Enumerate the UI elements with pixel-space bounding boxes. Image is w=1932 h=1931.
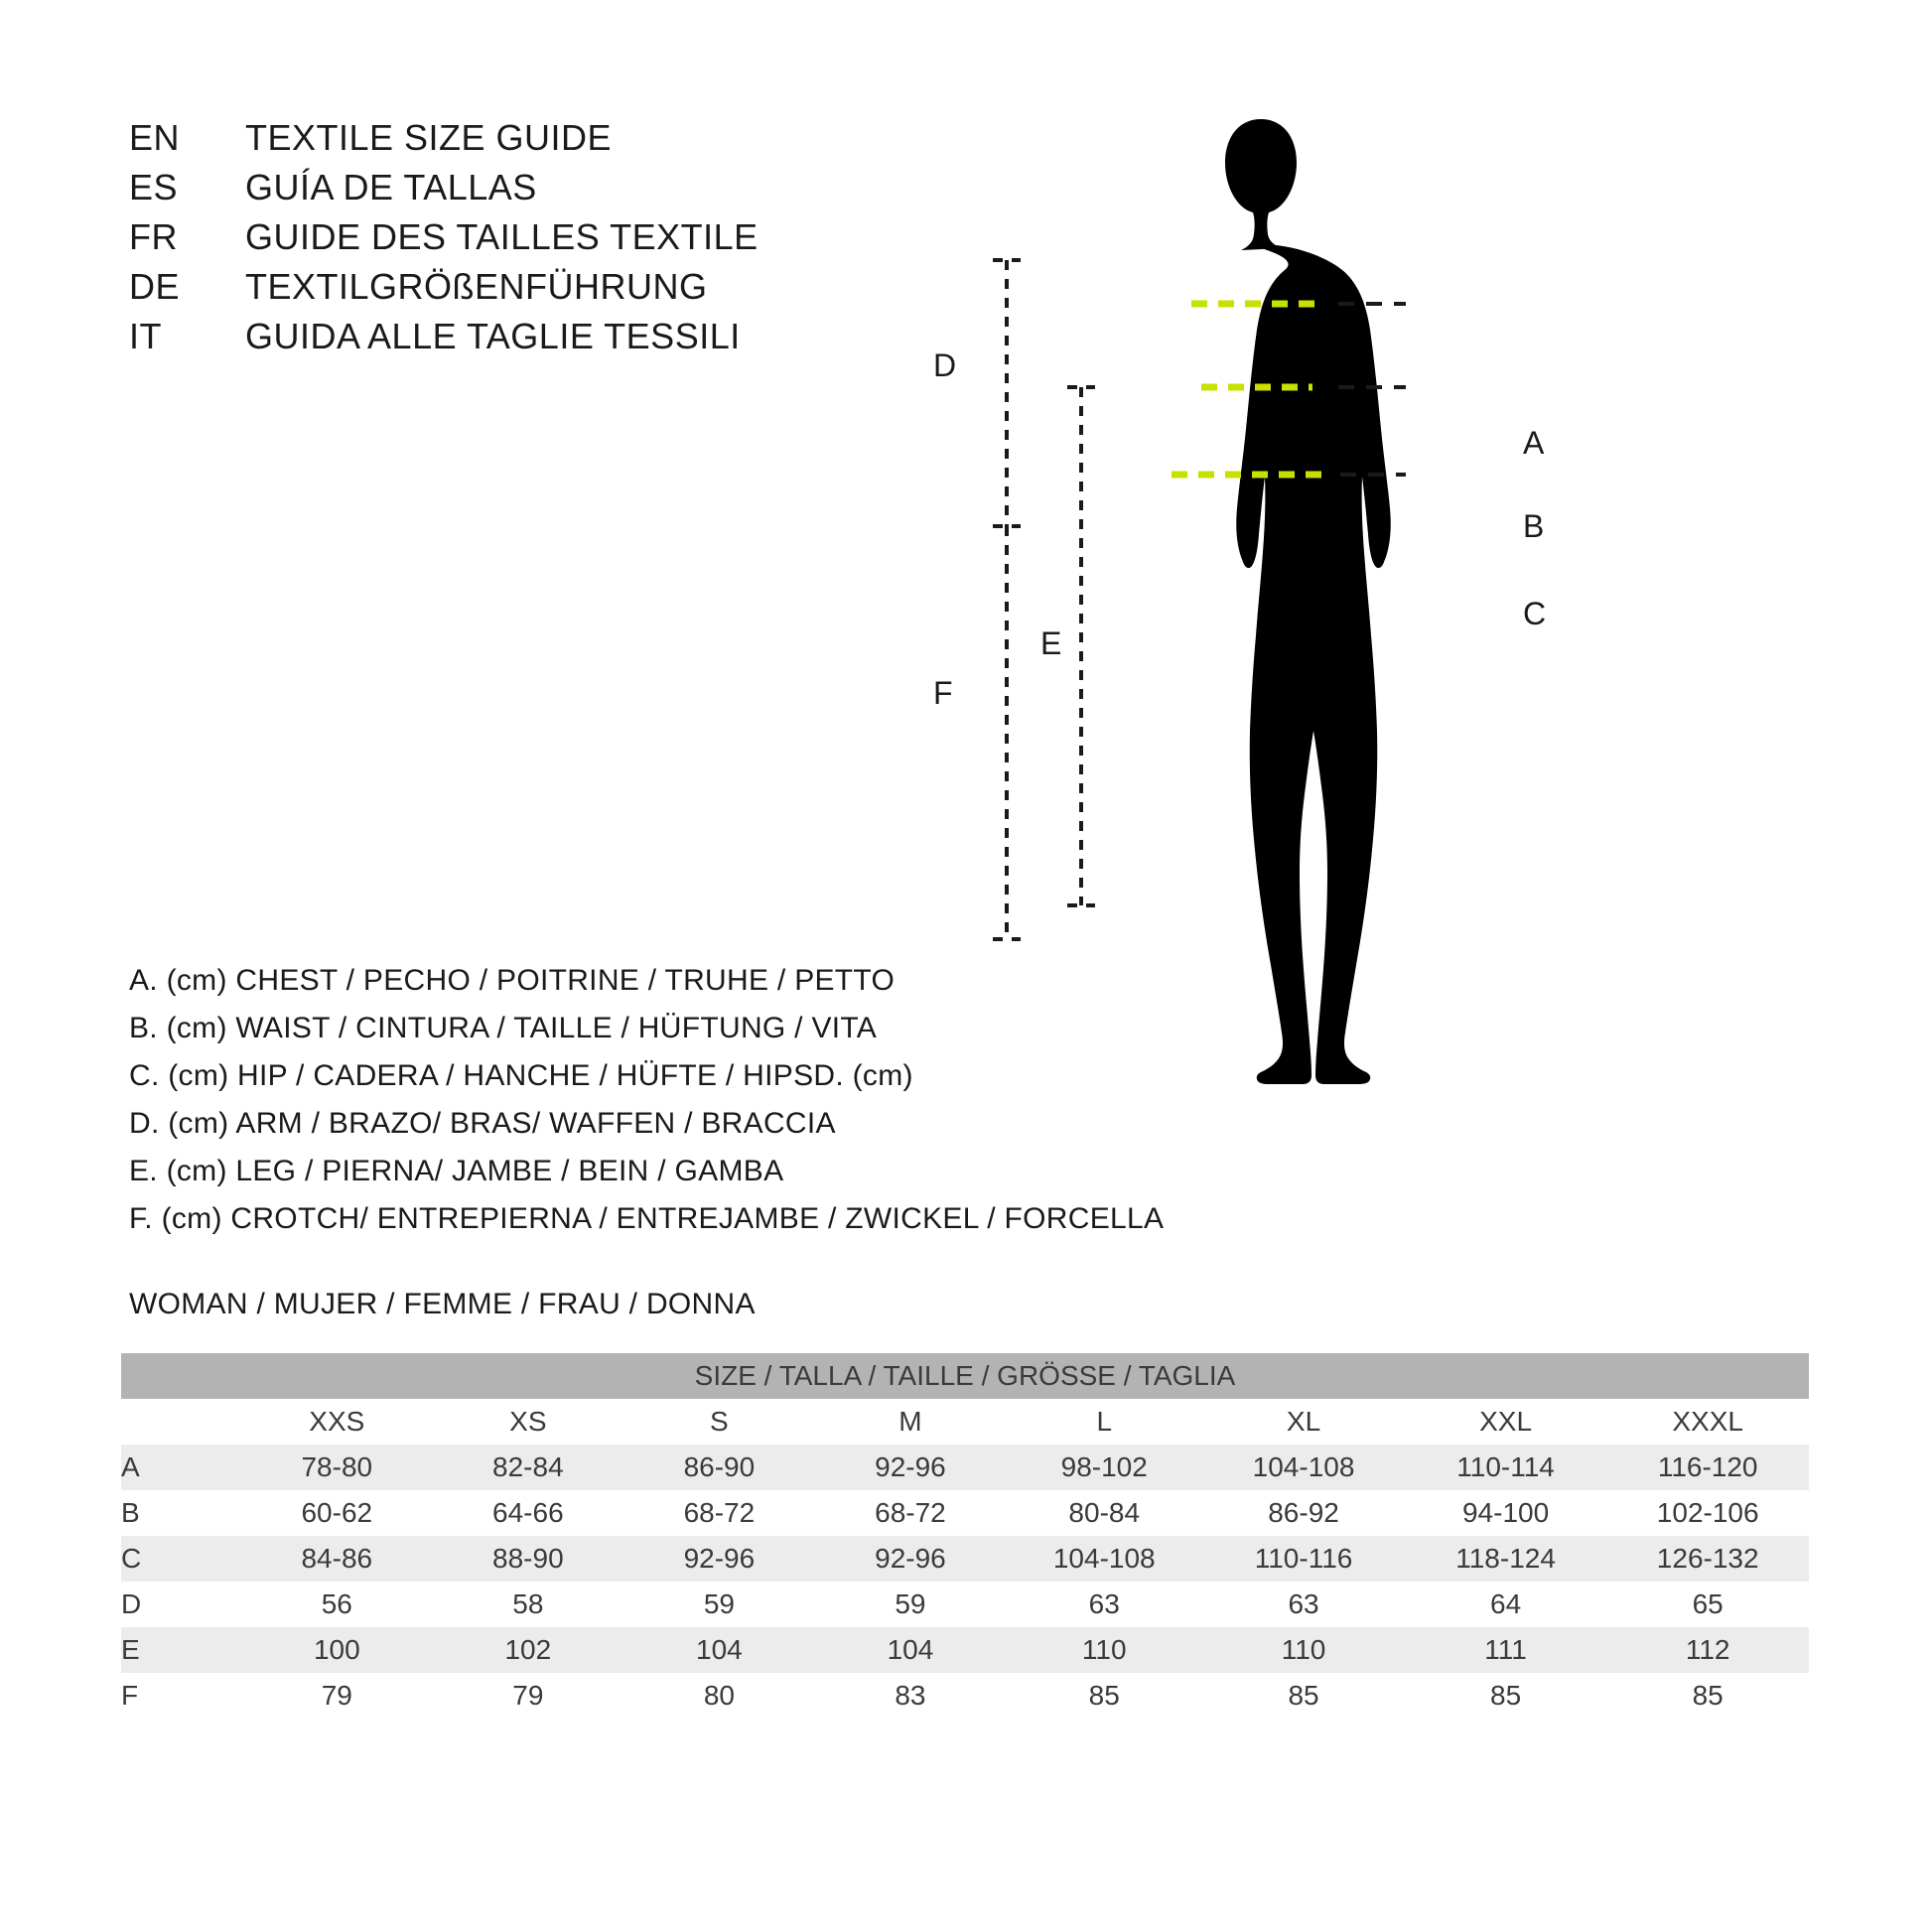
title-row: [129, 167, 759, 216]
table-sizes-row: [121, 1399, 1809, 1445]
cell-a-xl: 104-108: [1202, 1445, 1405, 1490]
cell-c-s: 92-96: [623, 1536, 815, 1582]
table-row: [121, 1627, 1809, 1673]
cell-c-xs: 88-90: [433, 1536, 624, 1582]
cell-c-xl: 110-116: [1202, 1536, 1405, 1582]
title-text-en: TEXTILE SIZE GUIDE: [245, 117, 613, 158]
cell-c-xxs: 84-86: [241, 1536, 433, 1582]
size-col-xxxl: XXXL: [1606, 1399, 1809, 1445]
cell-e-s: 104: [623, 1627, 815, 1673]
table-header-row: [121, 1353, 1809, 1399]
legend-item-d: D. (cm) ARM / BRAZO/ BRAS/ WAFFEN / BRACCIA: [129, 1107, 836, 1140]
table-row: [121, 1582, 1809, 1627]
cell-c-xxxl: 126-132: [1606, 1536, 1809, 1582]
cell-b-m: 68-72: [815, 1490, 1007, 1536]
title-block: [129, 117, 759, 365]
cell-a-m: 92-96: [815, 1445, 1007, 1490]
dim-label-c: C: [1523, 596, 1547, 631]
cell-d-xl: 63: [1202, 1582, 1405, 1627]
title-text-it: GUIDA ALLE TAGLIE TESSILI: [245, 316, 741, 356]
row-label-b: B: [121, 1490, 241, 1536]
cell-b-xs: 64-66: [433, 1490, 624, 1536]
size-col-xs: XS: [433, 1399, 624, 1445]
cell-e-xxxl: 112: [1606, 1627, 1809, 1673]
row-label-c: C: [121, 1536, 241, 1582]
legend-item-a: A. (cm) CHEST / PECHO / POITRINE / TRUHE / PETTO: [129, 964, 896, 997]
cell-d-xxxl: 65: [1606, 1582, 1809, 1627]
cell-e-xxs: 100: [241, 1627, 433, 1673]
title-lang-it: IT: [129, 316, 162, 356]
row-label-e: E: [121, 1627, 241, 1673]
cell-b-l: 80-84: [1006, 1490, 1202, 1536]
size-col-s: S: [623, 1399, 815, 1445]
title-row: [129, 216, 759, 266]
title-lang-es: ES: [129, 167, 179, 207]
cell-a-xs: 82-84: [433, 1445, 624, 1490]
row-label-a: A: [121, 1445, 241, 1490]
size-col-xxs: XXS: [241, 1399, 433, 1445]
cell-e-xxl: 111: [1405, 1627, 1607, 1673]
title-text-fr: GUIDE DES TAILLES TEXTILE: [245, 216, 759, 257]
table-row: [121, 1673, 1809, 1719]
dim-label-d: D: [933, 347, 957, 383]
cell-e-m: 104: [815, 1627, 1007, 1673]
size-table: [121, 1353, 1809, 1719]
size-col-xxl: XXL: [1405, 1399, 1607, 1445]
cell-d-m: 59: [815, 1582, 1007, 1627]
cell-f-xxl: 85: [1405, 1673, 1607, 1719]
size-table-wrap: [121, 1353, 1809, 1719]
legend-item-f: F. (cm) CROTCH/ ENTREPIERNA / ENTREJAMBE / ZWICKEL / FORCELLA: [129, 1202, 1165, 1235]
dim-label-b: B: [1523, 508, 1545, 544]
table-row: [121, 1445, 1809, 1490]
cell-c-xxl: 118-124: [1405, 1536, 1607, 1582]
legend-item-c: C. (cm) HIP / CADERA / HANCHE / HÜFTE / HIPSD. (cm): [129, 1059, 913, 1092]
cell-b-xl: 86-92: [1202, 1490, 1405, 1536]
cell-b-xxs: 60-62: [241, 1490, 433, 1536]
cell-f-xxs: 79: [241, 1673, 433, 1719]
cell-f-m: 83: [815, 1673, 1007, 1719]
cell-d-s: 59: [623, 1582, 815, 1627]
cell-f-xl: 85: [1202, 1673, 1405, 1719]
cell-e-xl: 110: [1202, 1627, 1405, 1673]
cell-d-xxs: 56: [241, 1582, 433, 1627]
table-row: [121, 1536, 1809, 1582]
cell-b-xxxl: 102-106: [1606, 1490, 1809, 1536]
title-row: [129, 316, 759, 365]
dimension-brackets-overlay: [993, 60, 1211, 1231]
title-lang-en: EN: [129, 117, 181, 158]
size-col-m: M: [815, 1399, 1007, 1445]
table-header-label: SIZE / TALLA / TAILLE / GRÖSSE / TAGLIA: [121, 1353, 1809, 1399]
title-text-de: TEXTILGRÖßENFÜHRUNG: [245, 266, 708, 307]
cell-e-xs: 102: [433, 1627, 624, 1673]
table-row: [121, 1490, 1809, 1536]
cell-d-xxl: 64: [1405, 1582, 1607, 1627]
cell-f-l: 85: [1006, 1673, 1202, 1719]
size-col-xl: XL: [1202, 1399, 1405, 1445]
cell-a-xxl: 110-114: [1405, 1445, 1607, 1490]
row-label-d: D: [121, 1582, 241, 1627]
title-text-es: GUÍA DE TALLAS: [245, 167, 537, 207]
cell-b-s: 68-72: [623, 1490, 815, 1536]
cell-b-xxl: 94-100: [1405, 1490, 1607, 1536]
cell-e-l: 110: [1006, 1627, 1202, 1673]
cell-d-xs: 58: [433, 1582, 624, 1627]
cell-a-s: 86-90: [623, 1445, 815, 1490]
dim-label-a: A: [1523, 425, 1545, 461]
size-col-l: L: [1006, 1399, 1202, 1445]
cell-f-xxxl: 85: [1606, 1673, 1809, 1719]
cell-c-m: 92-96: [815, 1536, 1007, 1582]
dim-label-f: F: [933, 675, 953, 711]
legend-item-e: E. (cm) LEG / PIERNA/ JAMBE / BEIN / GAMBA: [129, 1155, 784, 1187]
cell-a-xxxl: 116-120: [1606, 1445, 1809, 1490]
title-lang-de: DE: [129, 266, 181, 307]
sizes-row-corner: [121, 1399, 241, 1445]
cell-a-xxs: 78-80: [241, 1445, 433, 1490]
legend-item-b: B. (cm) WAIST / CINTURA / TAILLE / HÜFTUNG / VITA: [129, 1012, 878, 1044]
row-label-f: F: [121, 1673, 241, 1719]
title-lang-fr: FR: [129, 216, 178, 257]
dim-label-e: E: [1040, 625, 1062, 661]
cell-a-l: 98-102: [1006, 1445, 1202, 1490]
cell-d-l: 63: [1006, 1582, 1202, 1627]
woman-silhouette: [1225, 119, 1391, 1084]
title-row: [129, 117, 759, 167]
cell-f-s: 80: [623, 1673, 815, 1719]
group-label-woman: WOMAN / MUJER / FEMME / FRAU / DONNA: [129, 1288, 756, 1320]
cell-f-xs: 79: [433, 1673, 624, 1719]
cell-c-l: 104-108: [1006, 1536, 1202, 1582]
title-row: [129, 266, 759, 316]
